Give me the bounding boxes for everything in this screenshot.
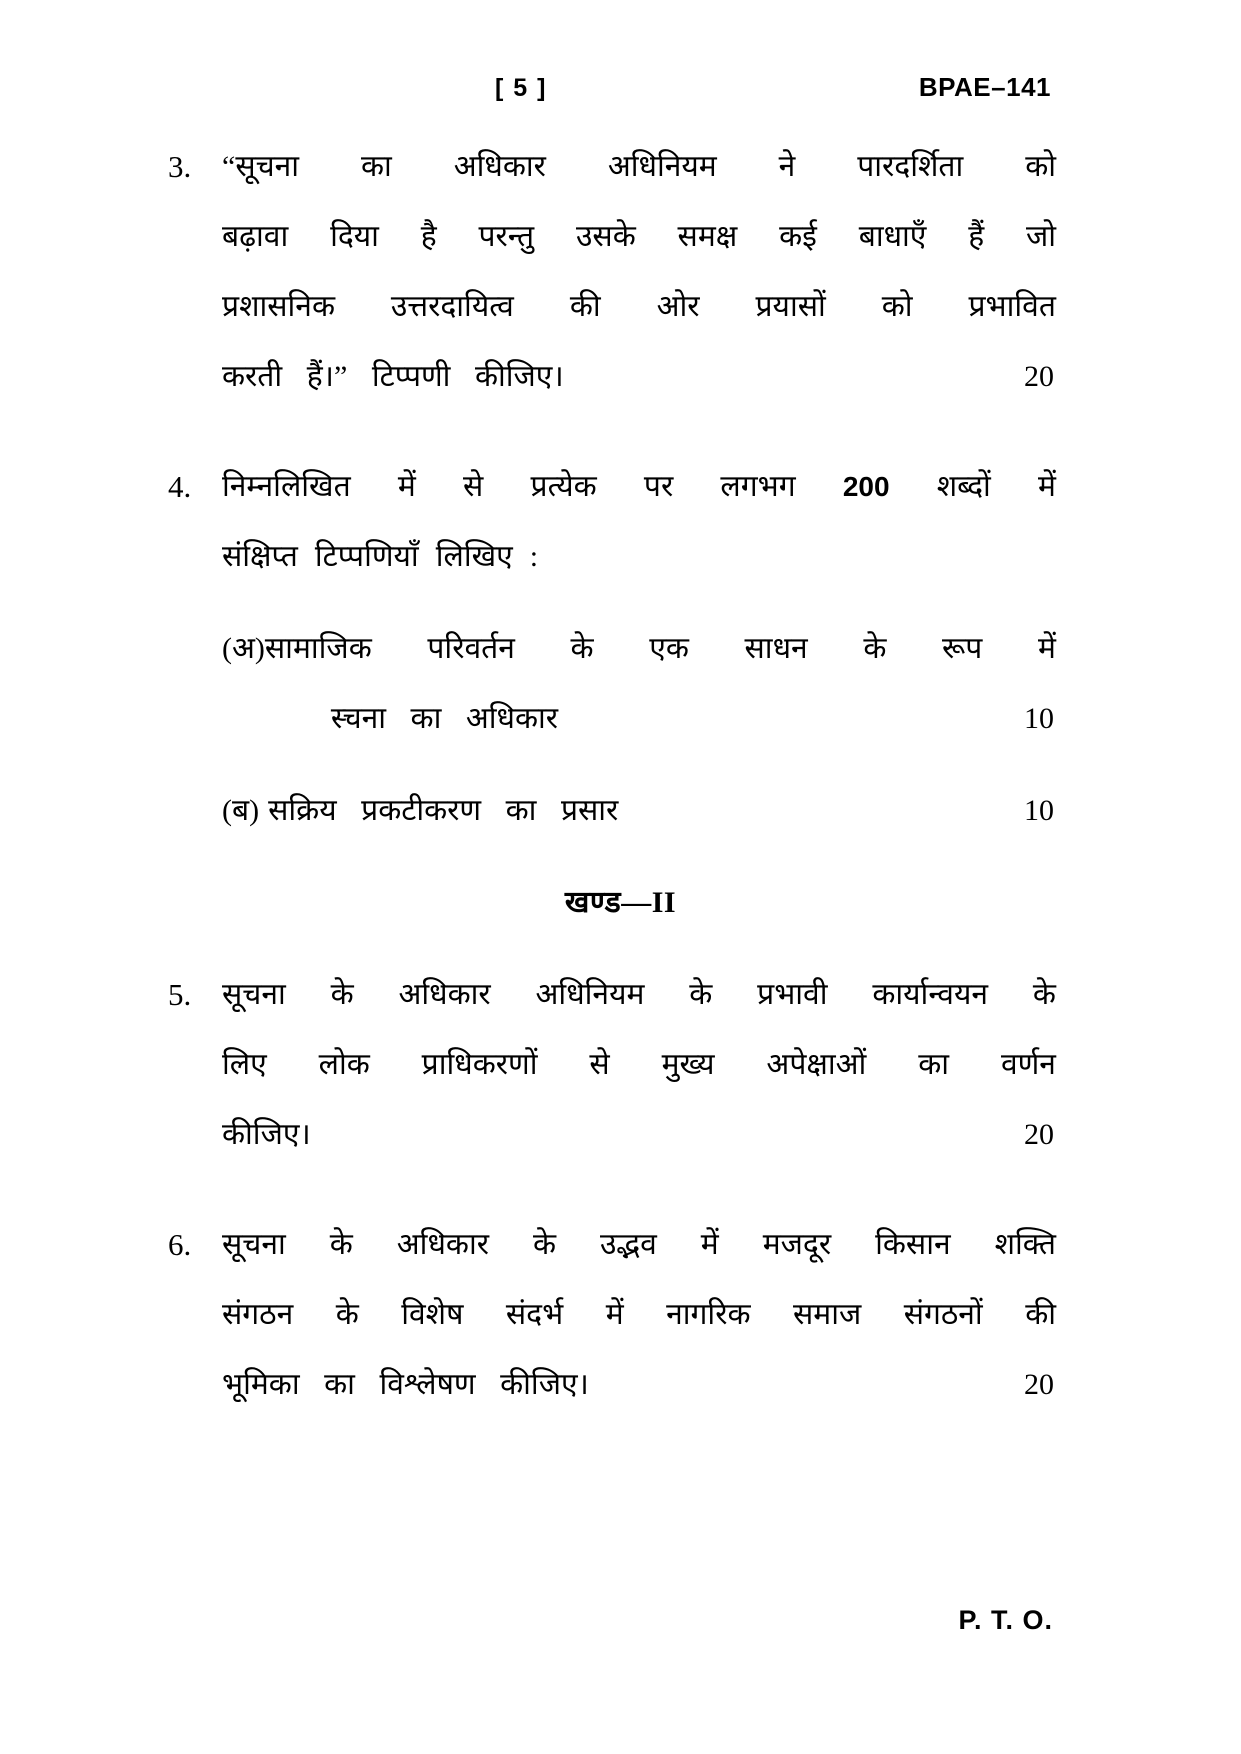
word: दिया: [330, 220, 379, 253]
word: करती: [222, 360, 283, 393]
word: हैं: [968, 220, 985, 253]
spacer: [0, 1170, 1241, 1210]
word: विश्लेषण: [379, 1368, 476, 1401]
word: लिए: [222, 1048, 267, 1081]
word: संक्षिप्त: [222, 540, 298, 573]
word: लिखिए: [435, 540, 513, 573]
word: का: [324, 1368, 355, 1401]
word: से: [463, 470, 484, 503]
word: से: [589, 1048, 610, 1081]
subitem-a-marks: 10: [1024, 702, 1054, 735]
question-4: [0, 452, 1241, 846]
question-3-line-2: [222, 202, 1056, 272]
word: “सूचना: [222, 150, 300, 183]
word: का: [918, 1048, 950, 1081]
word: कीजिए।: [500, 1368, 589, 1401]
word: सक्रिय: [268, 794, 337, 827]
word: में: [700, 1228, 719, 1261]
word: उत्तरदायित्व: [390, 290, 514, 323]
question-6-line-1: [222, 1210, 1056, 1280]
word: का: [360, 150, 392, 183]
word: में: [605, 1298, 624, 1331]
word: स्चना: [330, 702, 387, 735]
word: जो: [1025, 220, 1056, 253]
word: परिवर्तन: [427, 632, 515, 665]
word: बाधाएँ: [858, 220, 927, 253]
question-3-line-3: [222, 272, 1056, 342]
question-3: [0, 132, 1241, 412]
paper-code: BPAE–141: [918, 72, 1051, 102]
spacer: [0, 754, 1241, 776]
word: में: [1038, 470, 1056, 503]
page-number: [ 5 ]: [495, 74, 547, 102]
word: वर्णन: [1000, 1048, 1056, 1081]
question-4-line-2: [222, 522, 1056, 592]
word: बढ़ावा: [222, 220, 289, 253]
word: संदर्भ: [505, 1298, 564, 1331]
word: शक्ति: [994, 1228, 1056, 1261]
subitem-a-line-1: [265, 614, 1056, 684]
question-4-subitem-b: [0, 776, 1241, 846]
word: संगठनों: [903, 1298, 983, 1331]
word: के: [335, 1298, 359, 1331]
pto-footer: P. T. O.: [958, 1605, 1053, 1635]
word: का: [505, 794, 537, 827]
word: साधन: [744, 632, 808, 665]
subitem-b-line-1: [268, 776, 1056, 846]
page-header: [155, 72, 1051, 112]
word: कीजिए।: [474, 360, 564, 393]
word: प्रयासों: [755, 290, 826, 323]
question-list: [0, 132, 1241, 1420]
question-3-line-1: [222, 132, 1056, 202]
word: उसके: [575, 220, 636, 253]
word: प्राधिकरणों: [421, 1048, 538, 1081]
word: :: [529, 540, 539, 573]
word: परन्तु: [478, 220, 535, 253]
word: किसान: [875, 1228, 951, 1261]
word: प्रशासनिक: [222, 290, 335, 323]
question-5-number: 5.: [168, 977, 192, 1012]
word: एक: [649, 632, 689, 665]
question-5-line-1: [222, 960, 1056, 1030]
word: के: [863, 632, 887, 665]
question-6-marks: 20: [1024, 1368, 1054, 1401]
word: मुख्य: [661, 1048, 715, 1081]
word: शब्दों: [936, 470, 991, 503]
subitem-a-label: (अ): [222, 632, 265, 665]
subitem-b-marks: 10: [1024, 794, 1054, 827]
word: प्रकटीकरण: [361, 794, 482, 827]
word: भूमिका: [222, 1368, 300, 1401]
word: ने: [778, 150, 796, 183]
word: में: [1038, 632, 1056, 665]
word: अधिनियम: [535, 978, 645, 1011]
question-6-number: 6.: [168, 1227, 192, 1262]
spacer: [0, 412, 1241, 452]
word: टिप्पणी: [371, 360, 451, 393]
word: टिप्पणियाँ: [314, 540, 419, 573]
word: समाज: [792, 1298, 862, 1331]
word: मजदूर: [762, 1228, 832, 1261]
word: सामाजिक: [264, 632, 372, 665]
word: पर: [643, 470, 674, 503]
word: पारदर्शिता: [857, 150, 964, 183]
question-3-marks: 20: [1024, 360, 1054, 393]
word: के: [689, 978, 713, 1011]
question-3-number: 3.: [168, 149, 192, 184]
word: ओर: [656, 290, 700, 323]
word: के: [570, 632, 594, 665]
question-5-line-3: [222, 1100, 1056, 1170]
word: प्रभावित: [968, 290, 1056, 323]
word: निम्नलिखित: [222, 470, 351, 503]
word: सूचना: [222, 1228, 286, 1261]
word: प्रभावी: [757, 978, 828, 1011]
word: विशेष: [401, 1298, 464, 1331]
word: अधिनियम: [607, 150, 717, 183]
word: के: [1032, 978, 1056, 1011]
word: लगभग: [720, 470, 796, 503]
word: है: [420, 220, 437, 253]
subitem-b-label: (ब): [222, 794, 260, 827]
word: हैं।”: [306, 360, 348, 393]
word: के: [330, 978, 354, 1011]
word: में: [397, 470, 416, 503]
word: अधिकार: [398, 978, 491, 1011]
question-6-line-3: [222, 1350, 1056, 1420]
question-5: [0, 960, 1241, 1170]
word: की: [1025, 1298, 1056, 1331]
word: सूचना: [222, 978, 286, 1011]
word: प्रसार: [560, 794, 619, 827]
word: को: [1025, 150, 1056, 183]
question-6: [0, 1210, 1241, 1420]
spacer: [0, 846, 1241, 868]
word: अपेक्षाओं: [766, 1048, 867, 1081]
spacer: [0, 938, 1241, 960]
word: रूप: [942, 632, 983, 665]
word: को: [881, 290, 913, 323]
word: अधिकार: [453, 150, 546, 183]
word: के: [532, 1228, 557, 1261]
spacer: [0, 592, 1241, 614]
question-5-line-2: [222, 1030, 1056, 1100]
question-4-number: 4.: [168, 469, 192, 504]
section-heading: खण्ड—II: [564, 886, 677, 919]
word: की: [569, 290, 601, 323]
word-count-value: 200: [842, 471, 890, 502]
question-4-line-1: [222, 452, 1056, 522]
word: समक्ष: [677, 220, 738, 253]
word: अधिकार: [396, 1228, 489, 1261]
word: कीजिए।: [222, 1118, 311, 1151]
question-5-marks: 20: [1024, 1118, 1054, 1151]
subitem-a-line-2: [265, 684, 1056, 754]
word: कई: [779, 220, 817, 253]
word: लोक: [318, 1048, 370, 1081]
question-3-line-4: [222, 342, 1056, 412]
question-4-subitem-a: [0, 614, 1241, 754]
word: उद्भव: [600, 1228, 657, 1261]
word: अधिकार: [465, 702, 559, 735]
word: के: [329, 1228, 353, 1261]
word: का: [410, 702, 442, 735]
word: प्रत्येक: [530, 470, 597, 503]
word: संगठन: [222, 1298, 294, 1331]
question-6-line-2: [222, 1280, 1056, 1350]
word: नागरिक: [666, 1298, 751, 1331]
word: कार्यान्वयन: [872, 978, 989, 1011]
